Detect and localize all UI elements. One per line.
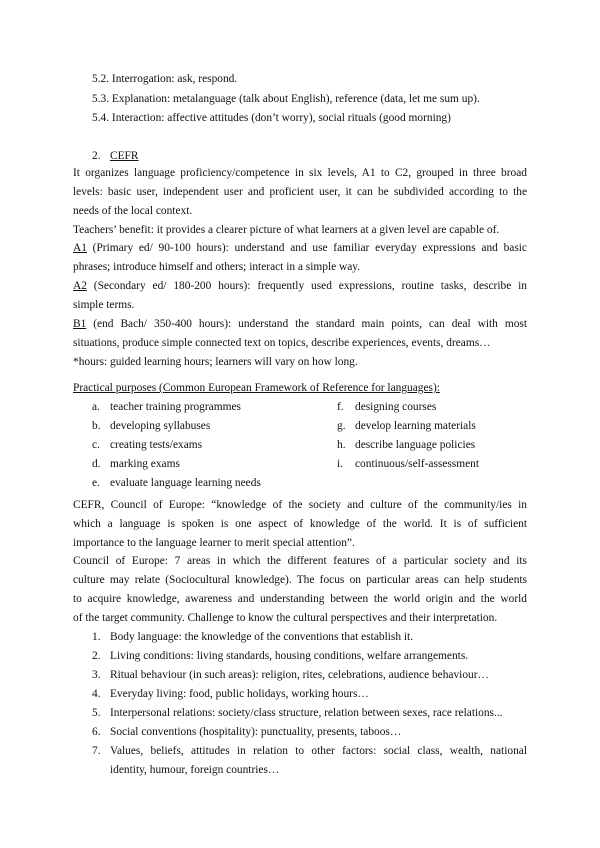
- area-number: 6.: [92, 726, 101, 738]
- purpose-item: describe language policies: [355, 439, 476, 451]
- section-number: 2.: [92, 150, 101, 162]
- hours-note: *hours: guided learning hours; learners will vary on how long.: [73, 356, 358, 368]
- purpose-item: developing syllabuses: [110, 420, 211, 432]
- level-a1-text: (Primary ed/ 90-100 hours): understand and use familiar everyday expressions and basic: [86, 242, 527, 254]
- purpose-letter: h.: [337, 439, 346, 451]
- area-number: 4.: [92, 688, 101, 700]
- purpose-letter: b.: [92, 420, 101, 432]
- level-b1-cont: situations, produce simple connected text on topics, describe experiences, events, dreams…: [73, 337, 491, 349]
- area-number: 3.: [92, 669, 101, 681]
- area-item: Interpersonal relations: society/class structure, relation between sexes, race relations...: [110, 707, 503, 719]
- intro-line: It organizes language proficiency/competence in six levels, A1 to C2, grouped in three broad: [73, 167, 527, 179]
- purpose-letter: e.: [92, 477, 100, 489]
- area-number: 7.: [92, 745, 101, 757]
- level-b1-text: (end Bach/ 350-400 hours): understand the standard main points, can deal with most: [86, 318, 527, 330]
- area-item: Social conventions (hospitality): punctuality, presents, taboos…: [110, 726, 402, 738]
- purpose-letter: d.: [92, 458, 101, 470]
- level-a2: [73, 279, 527, 293]
- area-item: Everyday living: food, public holidays, working hours…: [110, 688, 369, 700]
- purpose-item: designing courses: [355, 401, 437, 413]
- purposes-heading: Practical purposes (Common European Framework of Reference for languages):: [73, 382, 440, 394]
- teachers-benefit: Teachers’ benefit: it provides a clearer picture of what learners at a given level are capable of.: [73, 224, 500, 236]
- quote-line: importance to the language learner to merit special attention”.: [73, 537, 355, 549]
- purpose-item: continuous/self-assessment: [355, 458, 480, 470]
- area-item: Ritual behaviour (in such areas): religion, rites, celebrations, audience behaviour…: [110, 669, 489, 681]
- area-item: Body language: the knowledge of the conventions that establish it.: [110, 631, 414, 643]
- purpose-letter: a.: [92, 401, 100, 413]
- level-a1-cont: phrases; introduce himself and others; interact in a simple way.: [73, 261, 361, 273]
- area-number: 2.: [92, 650, 101, 662]
- intro-line: levels: basic user, independent user and proficient user, it can be subdivided according to the: [73, 186, 527, 198]
- purpose-letter: c.: [92, 439, 100, 451]
- subitem-5-3: 5.3. Explanation: metalanguage (talk about English), reference (data, let me sum up).: [92, 93, 480, 105]
- area-item: Living conditions: living standards, housing conditions, welfare arrangements.: [110, 650, 469, 662]
- council-line: to acquire knowledge, awareness and understanding between the world origin and the world: [73, 593, 527, 605]
- purpose-letter: f.: [337, 401, 344, 413]
- purpose-item: evaluate language learning needs: [110, 477, 261, 489]
- purpose-item: marking exams: [110, 458, 180, 470]
- level-a1-label: A1: [73, 242, 87, 254]
- level-a2-cont: simple terms.: [73, 299, 135, 311]
- area-number: 5.: [92, 707, 101, 719]
- purpose-item: teacher training programmes: [110, 401, 241, 413]
- quote-line: which a language is spoken is one aspect of knowledge of the world. It is of sufficient: [73, 518, 527, 530]
- level-a2-text: (Secondary ed/ 180-200 hours): frequently used expressions, routine tasks, describe in: [86, 280, 527, 292]
- purpose-item: develop learning materials: [355, 420, 476, 432]
- area-item: Values, beliefs, attitudes in relation to other factors: social class, wealth, national: [110, 745, 527, 757]
- intro-line: needs of the local context.: [73, 205, 193, 217]
- level-b1-label: B1: [73, 318, 87, 330]
- council-line: culture may relate (Sociocultural knowledge). The focus on particular areas can help students: [73, 574, 527, 586]
- council-line: Council of Europe: 7 areas in which the different features of a particular society and its: [73, 555, 527, 567]
- purpose-letter: g.: [337, 420, 346, 432]
- section-title: CEFR: [110, 150, 139, 162]
- subitem-5-4: 5.4. Interaction: affective attitudes (don’t worry), social rituals (good morning): [92, 112, 451, 124]
- purpose-letter: i.: [337, 458, 344, 470]
- council-line: of the target community. Challenge to know the cultural perspectives and their interpretation.: [73, 612, 498, 624]
- level-a1: [73, 241, 527, 255]
- subitem-5-2: 5.2. Interrogation: ask, respond.: [92, 73, 238, 85]
- quote-line: CEFR, Council of Europe: “knowledge of the society and culture of the community/ies in: [73, 499, 527, 511]
- area-item-cont: identity, humour, foreign countries…: [110, 764, 280, 776]
- level-a2-label: A2: [73, 280, 87, 292]
- purpose-item: creating tests/exams: [110, 439, 203, 451]
- area-number: 1.: [92, 631, 101, 643]
- level-b1: [73, 317, 527, 331]
